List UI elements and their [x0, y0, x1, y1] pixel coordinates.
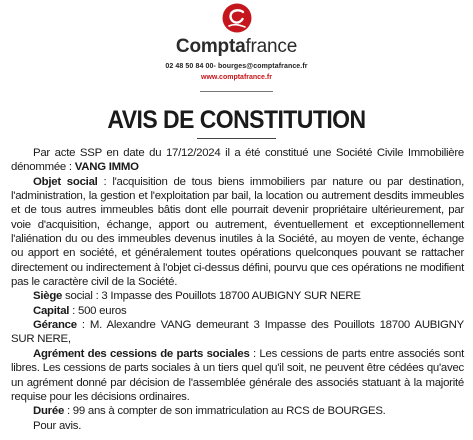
agrement-label: Agrément des cessions de parts sociales: [33, 347, 250, 360]
company-name: VANG IMMO: [74, 161, 139, 174]
brand-name: [0, 36, 473, 58]
siege-paragraph: [11, 289, 464, 303]
agrement-text: : Les cessions de parts entre associés sont libres. Les cessions de parts sociales à un tiers quel qu'il soit, ne peuvent être cédées qu'avec un agrément donné par décision de l'assemblée générale des associés statuant à la majorité requise pour les décisions ordinaires.: [11, 347, 465, 403]
capital-text: : 500 euros: [69, 304, 127, 317]
siege-label: Siège: [33, 290, 63, 303]
object-label: Objet social: [33, 175, 98, 188]
brand-name-light: france: [245, 36, 298, 57]
siege-text: social : 3 Impasse des Pouillots 18700 AUBIGNY SUR NERE: [62, 290, 361, 303]
closing-paragraph: Pour avis.: [33, 419, 82, 432]
notice-title: AVIS DE CONSTITUTION: [107, 106, 366, 134]
object-text: : l'acquisition de tous biens immobiliers par nature ou par destination, l'administration, la gestion et l'exploitation par bail, la location ou autrement desdits immeubles et de tous autres immeubles bâtis dont elle pourrait devenir propriétaire ultérieurement, par voie d'acquisition, échange, apport ou autrement, éventuellement et exceptionnellement l'aliénation du ou des immeubles devenus inutiles à la Société, au moyen de vente, échange ou apport en société, et généralement toutes opérations quelconques pouvant se rattacher directement ou indirectement à l'objet ci-dessus défini, pourvu que ces opérations ne modifient pas le caractère civil de la Société.: [11, 175, 464, 289]
header: [0, 0, 473, 110]
duree-paragraph: [11, 404, 464, 418]
object-paragraph: [11, 175, 464, 290]
gerance-paragraph: [11, 318, 464, 347]
contact-line: 02 48 50 84 00- bourges@comptafrance.fr: [165, 63, 308, 70]
website-link[interactable]: www.comptafrance.fr: [201, 74, 272, 81]
duree-text: : 99 ans à compter de son immatriculation au RCS de BOURGES.: [64, 405, 386, 418]
intro-text: Par acte SSP en date du 17/12/2024 il a été constitué une Société Civile Immobilière dénommée :: [11, 147, 464, 174]
title-divider: [197, 138, 276, 139]
gerance-label: Gérance: [33, 319, 77, 332]
comptafrance-logo-icon: [222, 3, 252, 33]
agrement-paragraph: [11, 347, 464, 404]
header-divider: [200, 91, 273, 92]
intro-paragraph: [11, 146, 464, 175]
gerance-text: : M. Alexandre VANG demeurant 3 Impasse des Pouillots 18700 AUBIGNY SUR NERE,: [11, 319, 464, 346]
duree-label: Durée: [33, 405, 65, 418]
capital-label: Capital: [33, 304, 70, 317]
capital-paragraph: [11, 304, 464, 318]
brand-name-bold: Compta: [175, 36, 246, 57]
notice-body: [11, 146, 464, 433]
